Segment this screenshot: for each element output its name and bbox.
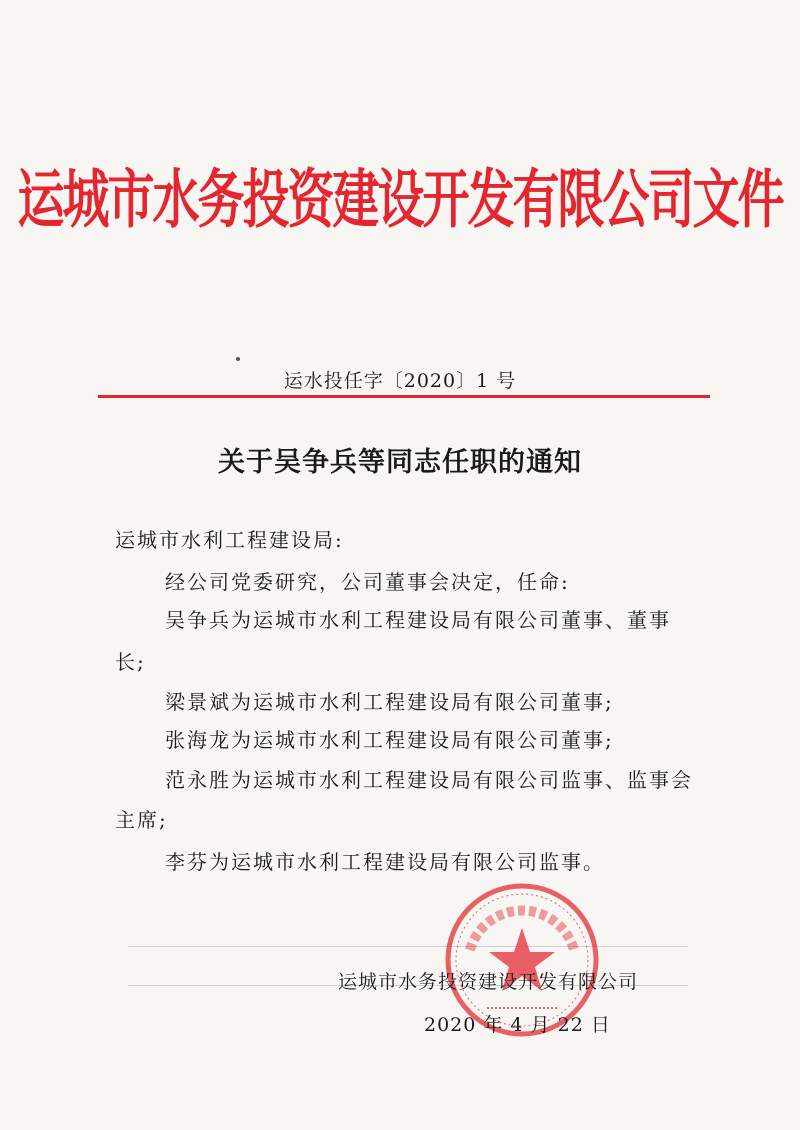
document-header-title: 运城市水务投资建设开发有限公司文件 <box>17 163 783 238</box>
scan-speck <box>236 357 240 361</box>
appointment-line: 李芬为运城市水利工程建设局有限公司监事。 <box>165 850 605 874</box>
red-divider-line <box>98 395 710 398</box>
addressee: 运城市水利工程建设局: <box>115 528 344 552</box>
appointment-line-continued: 长; <box>115 650 146 674</box>
signing-organization: 运城市水务投资建设开发有限公司 <box>338 971 639 993</box>
appointment-line: 吴争兵为运城市水利工程建设局有限公司董事、董事 <box>165 608 671 632</box>
intro-paragraph: 经公司党委研究，公司董事会决定，任命: <box>165 570 570 594</box>
show-through-line <box>128 946 688 947</box>
appointment-line: 张海龙为运城市水利工程建设局有限公司董事; <box>165 728 614 752</box>
document-number: 运水投任字〔2020〕1 号 <box>283 370 517 392</box>
appointment-line: 梁景斌为运城市水利工程建设局有限公司董事; <box>165 690 614 714</box>
appointment-line: 范永胜为运城市水利工程建设局有限公司监事、监事会 <box>165 768 693 792</box>
signing-date: 2020 年 4 月 22 日 <box>424 1014 611 1036</box>
appointment-line-continued: 主席; <box>115 808 168 832</box>
notice-title: 关于吴争兵等同志任职的通知 <box>218 447 582 478</box>
